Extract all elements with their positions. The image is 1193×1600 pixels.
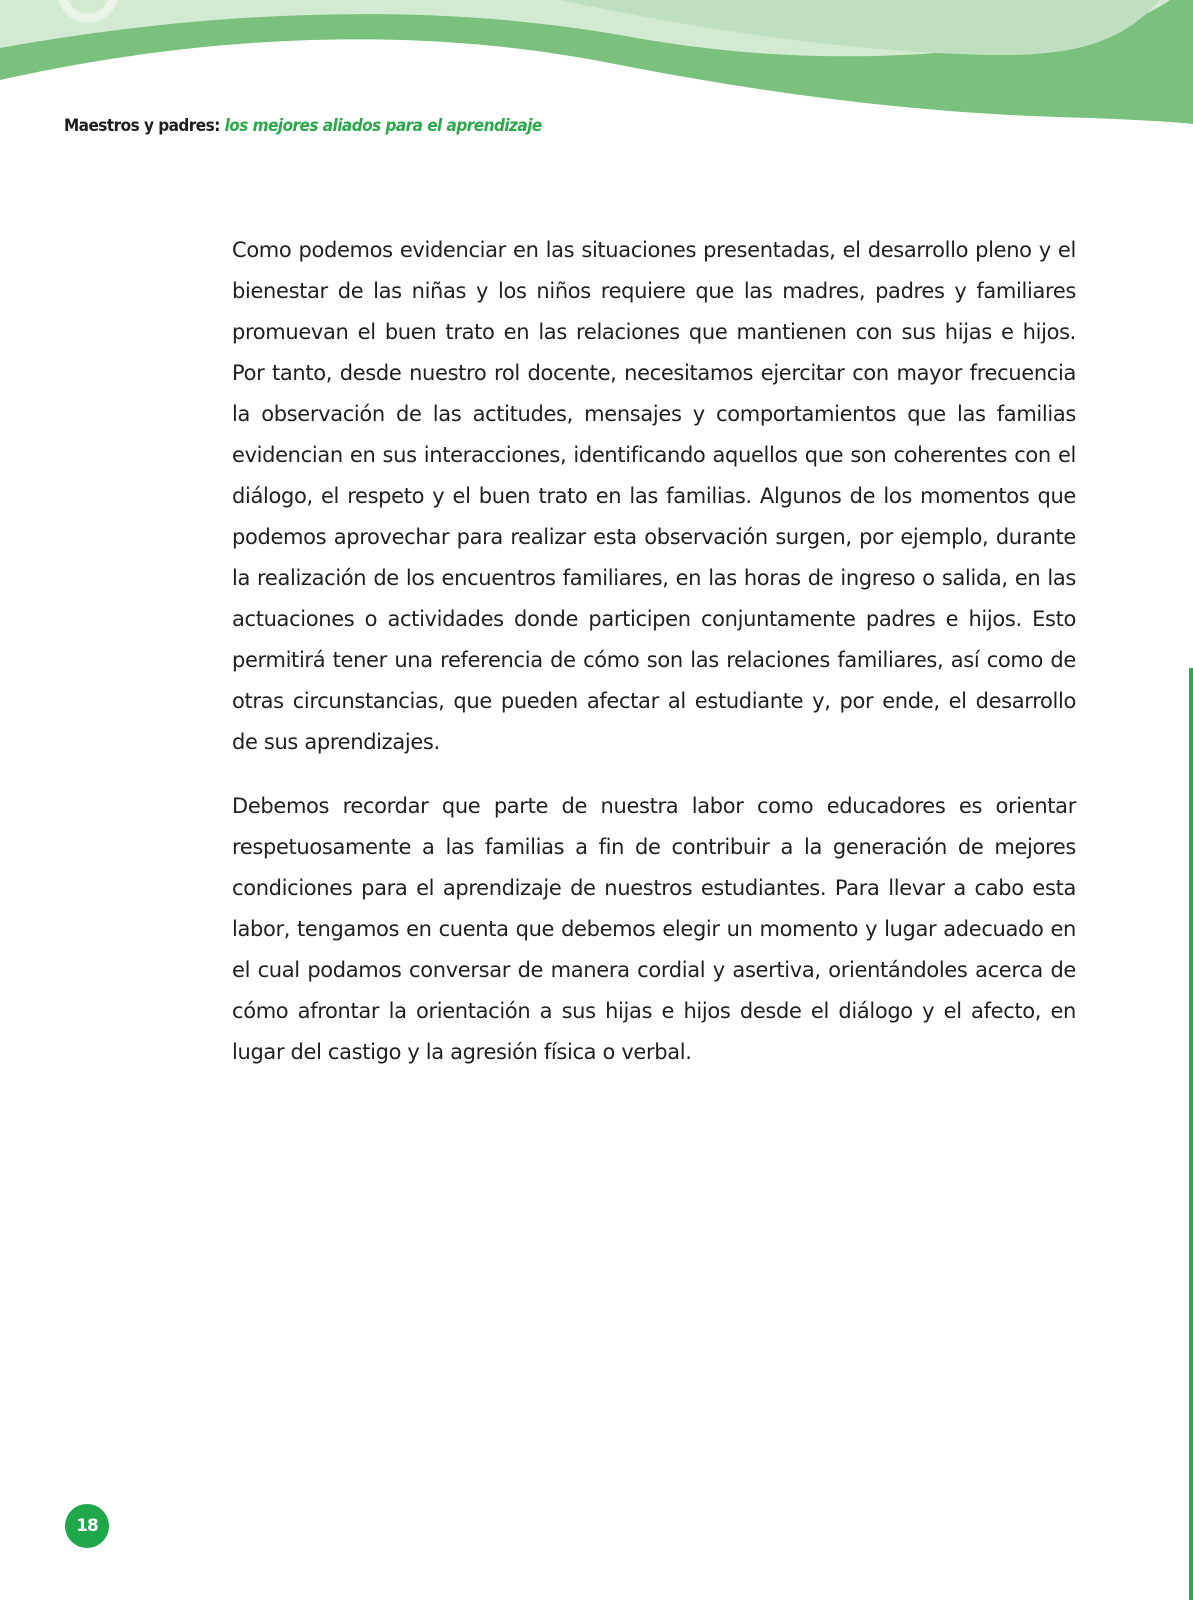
paragraph-2: Debemos recordar que parte de nuestra labor como educadores es orientar respetuosamente a las familias a fin de contribuir a la generación de mejores condiciones para el aprendizaje de nuestros estudiantes. Para llevar a cabo esta labor, tengamos en cuenta que debemos elegir un momento y lugar adecuado en el cual podamos conversar de manera cordial y asertiva, orientándoles acerca de cómo afrontar la orientación a sus hijas e hijos desde el diálogo y el afecto, en lugar del castigo y la agresión física o verbal. <box>232 794 1076 1064</box>
running-head-sub: los mejores aliados para el aprendizaje <box>224 116 542 136</box>
page-number: 18 <box>76 1516 98 1536</box>
right-edge-bar <box>1189 668 1193 1600</box>
running-head <box>64 116 542 136</box>
body-text <box>232 230 1076 1096</box>
header-wave-decoration <box>0 0 1193 160</box>
page-number-badge <box>65 1504 109 1548</box>
paragraph-1: Como podemos evidenciar en las situaciones presentadas, el desarrollo pleno y el bienestar de las niñas y los niños requiere que las madres, padres y familiares promuevan el buen trato en las relaciones que mantienen con sus hijas e hijos. Por tanto, desde nuestro rol docente, necesitamos ejercitar con mayor frecuencia la observación de las actitudes, mensajes y comportamientos que las familias evidencian en sus interacciones, identificando aquellos que son coherentes con el diálogo, el respeto y el buen trato en las familias. Algunos de los momentos que podemos aprovechar para realizar esta observación surgen, por ejemplo, durante la realización de los encuentros familiares, en las horas de ingreso o salida, en las actuaciones o actividades donde participen conjuntamente padres e hijos. Esto permitirá tener una referencia de cómo son las relaciones familiares, así como de otras circunstancias, que pueden afectar al estudiante y, por ende, el desarrollo de sus aprendizajes. <box>232 238 1076 754</box>
running-head-main: Maestros y padres: <box>64 116 220 136</box>
